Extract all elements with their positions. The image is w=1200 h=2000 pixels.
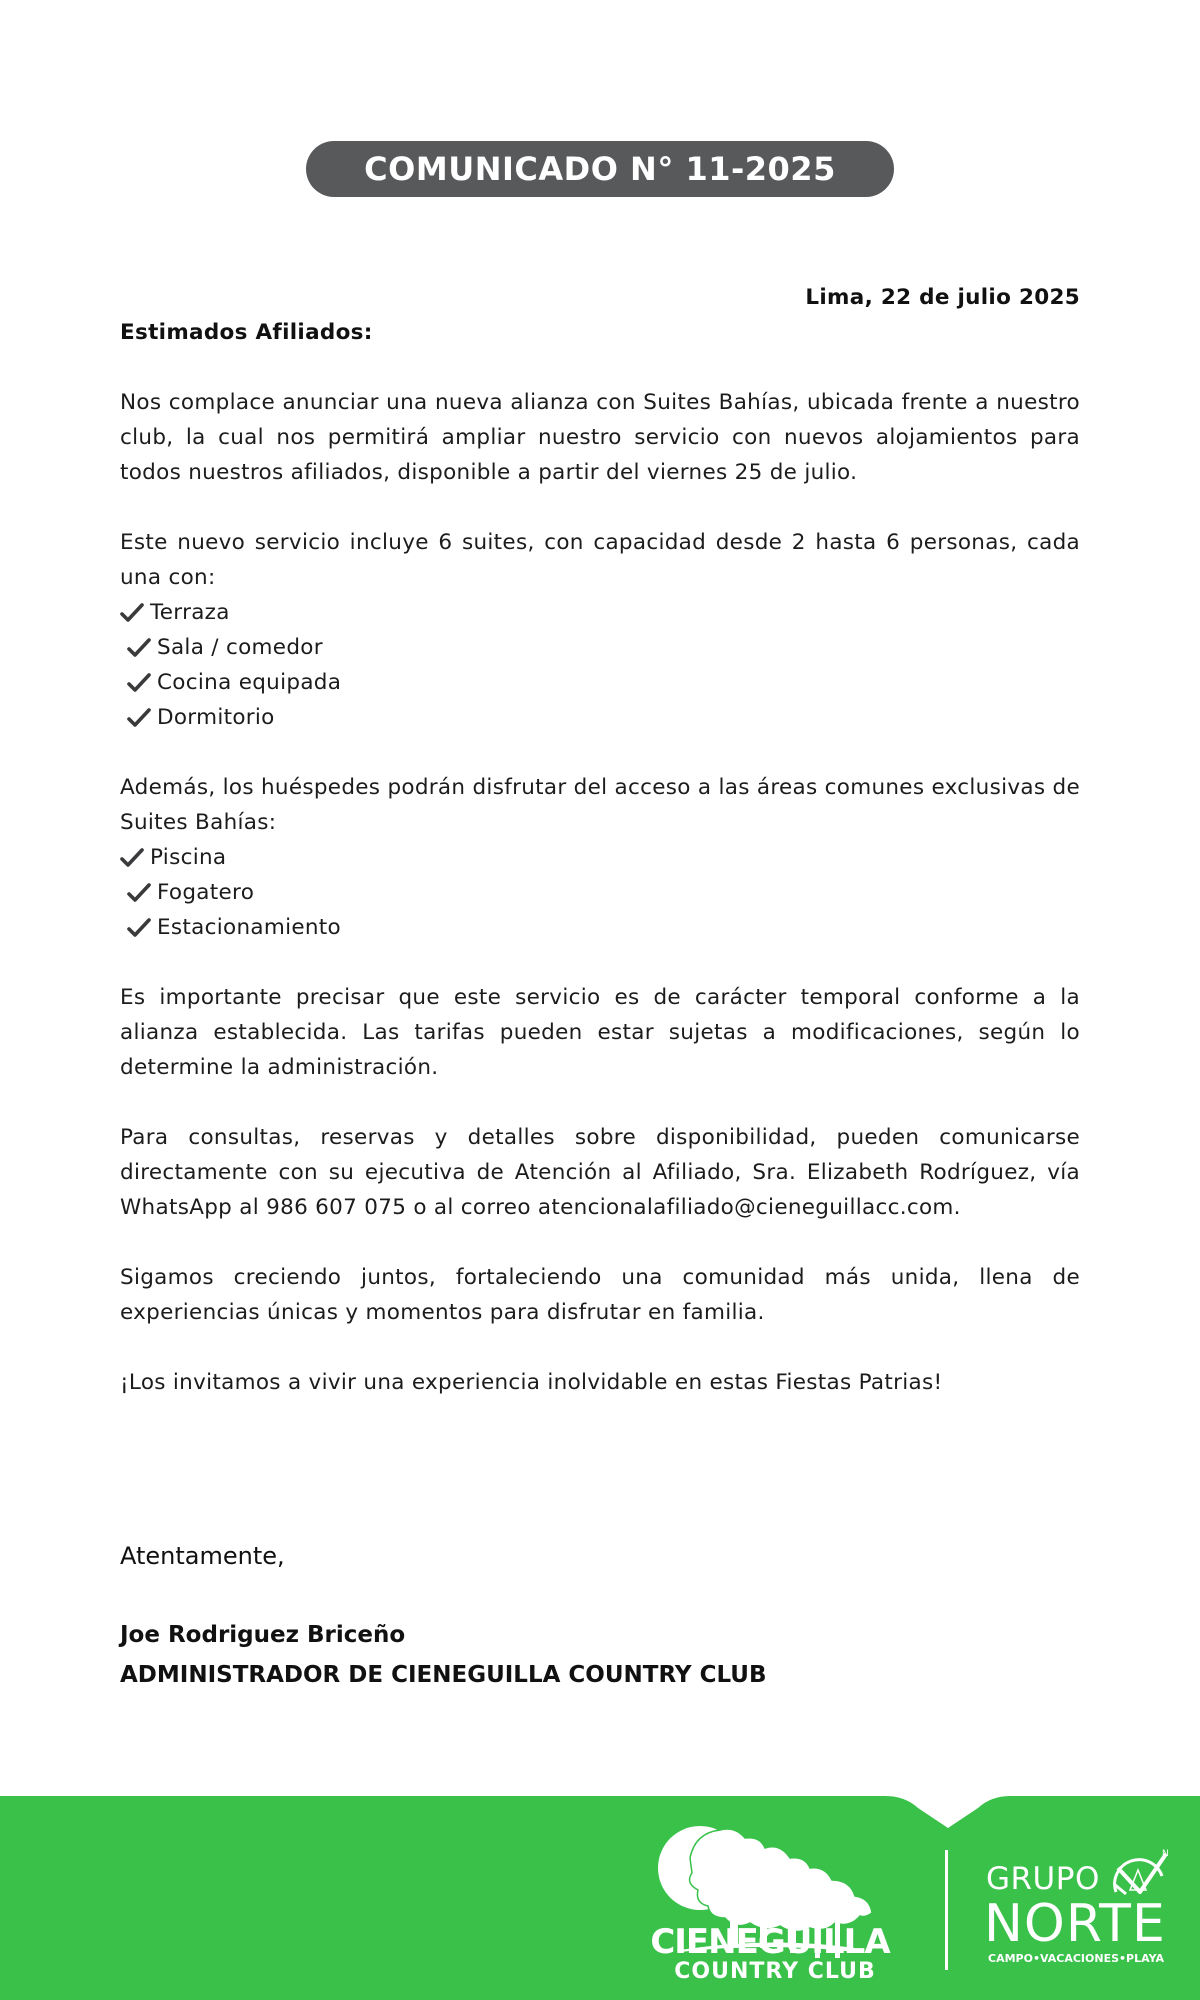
list-item <box>120 875 1080 910</box>
area-label: Estacionamiento <box>157 915 341 940</box>
check-icon <box>127 673 151 693</box>
club-name: CIENEGUILLA <box>650 1922 890 1962</box>
list-item <box>120 595 1080 630</box>
signer-title: ADMINISTRADOR DE CIENEGUILLA COUNTRY CLUB <box>120 1662 767 1688</box>
title-banner <box>306 141 894 197</box>
closing: Atentamente, <box>120 1542 285 1570</box>
greeting: Estimados Afiliados: <box>120 320 373 345</box>
svg-text:N: N <box>1162 1849 1169 1859</box>
paragraph-contact: Para consultas, reservas y detalles sobre disponibilidad, pueden comunicarse directamente con su ejecutiva de Atención al Afiliado, Sra. Elizabeth Rodríguez, vía WhatsApp al 986 607 075 o al correo atencionalafiliado@cieneguillacc.com. <box>120 1125 1080 1220</box>
paragraph-invitation: ¡Los invitamos a vivir una experiencia inolvidable en estas Fiestas Patrias! <box>120 1370 943 1395</box>
check-icon <box>120 848 144 868</box>
area-label: Piscina <box>150 845 227 870</box>
club-subtitle: COUNTRY CLUB <box>674 1959 876 1984</box>
check-icon <box>127 883 151 903</box>
group-name-line2: NORTE <box>984 1894 1166 1954</box>
logo-divider <box>945 1850 948 1970</box>
group-name-line1: GRUPO <box>986 1861 1100 1897</box>
footer <box>0 1796 1200 2000</box>
list-item <box>120 840 1080 875</box>
feature-label: Terraza <box>150 600 230 625</box>
check-icon <box>127 918 151 938</box>
check-icon <box>120 603 144 623</box>
check-icon <box>127 638 151 658</box>
feature-label: Sala / comedor <box>157 635 323 660</box>
group-tagline: CAMPO•VACACIONES•PLAYA <box>988 1952 1164 1965</box>
paragraph-community: Sigamos creciendo juntos, fortaleciendo una comunidad más unida, llena de experiencias únicas y momentos para disfrutar en familia. <box>120 1265 1080 1325</box>
paragraph-service: Este nuevo servicio incluye 6 suites, con capacidad desde 2 hasta 6 personas, cada una con: <box>120 530 1080 590</box>
feature-label: Dormitorio <box>157 705 275 730</box>
check-icon <box>127 708 151 728</box>
letter-date: Lima, 22 de julio 2025 <box>805 285 1080 310</box>
paragraph-common-areas: Además, los huéspedes podrán disfrutar del acceso a las áreas comunes exclusivas de Suites Bahías: <box>120 775 1080 835</box>
area-label: Fogatero <box>157 880 255 905</box>
page-title: COMUNICADO N° 11-2025 <box>364 150 836 188</box>
signer-name: Joe Rodriguez Briceño <box>120 1622 406 1648</box>
list-item <box>120 630 1080 665</box>
list-item <box>120 700 1080 735</box>
paragraph-temporary: Es importante precisar que este servicio es de carácter temporal conforme a la alianza establecida. Las tarifas pueden estar sujetas a modificaciones, según lo determine la administración. <box>120 985 1080 1080</box>
letter-body <box>120 280 1080 1400</box>
list-item <box>120 910 1080 945</box>
paragraph-announcement: Nos complace anunciar una nueva alianza con Suites Bahías, ubicada frente a nuestro club, la cual nos permitirá ampliar nuestro servicio con nuevos alojamientos para todos nuestros afiliados, disponible a partir del viernes 25 de julio. <box>120 390 1080 485</box>
list-item <box>120 665 1080 700</box>
feature-label: Cocina equipada <box>157 670 342 695</box>
